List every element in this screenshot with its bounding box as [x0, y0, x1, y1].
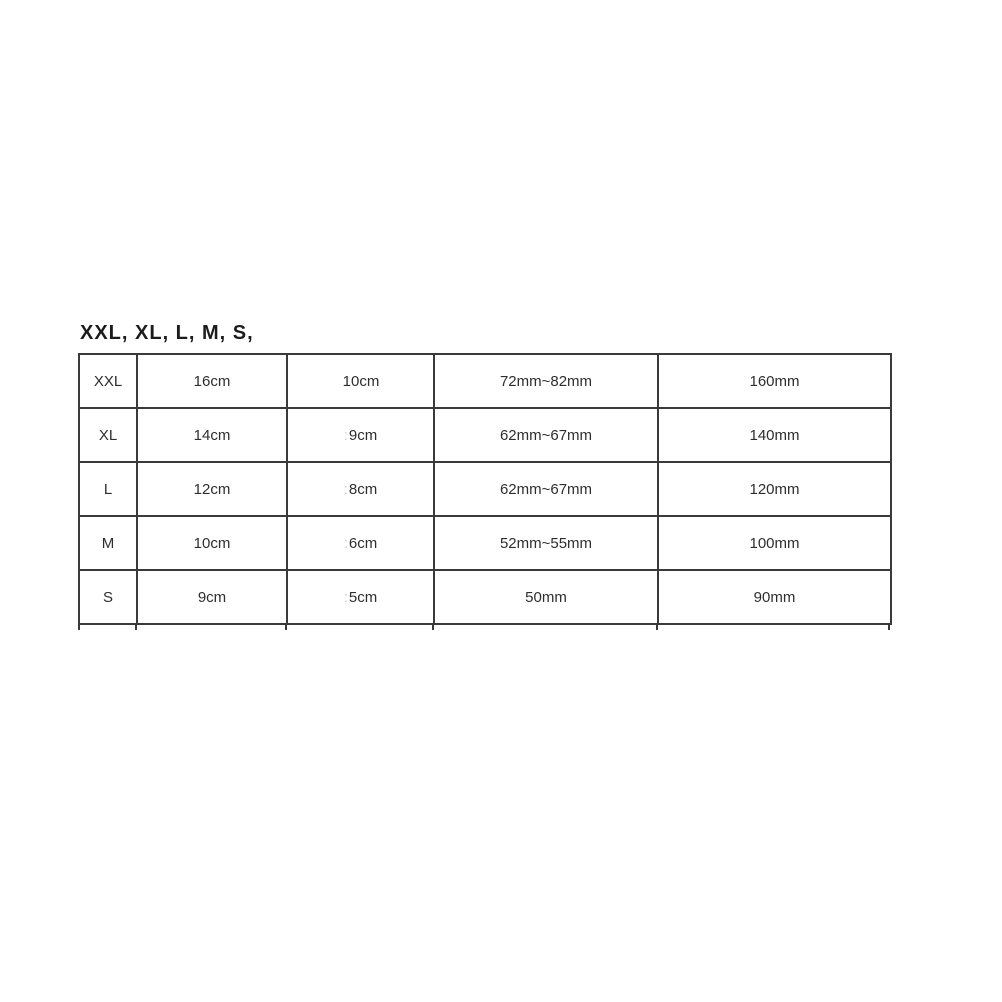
- size-label-cell: S: [79, 570, 137, 624]
- size-label-cell: XXL: [79, 354, 137, 408]
- table-cell: 50mm: [434, 570, 658, 624]
- border-stub: [432, 624, 434, 630]
- cell-value: 6cm: [348, 534, 378, 552]
- cutoff-row-stubs: [78, 625, 890, 631]
- table-cell: 12cm: [137, 462, 287, 516]
- table-cell: 72mm~82mm: [434, 354, 658, 408]
- table-row: [79, 516, 891, 570]
- border-stub: [656, 624, 658, 630]
- table-cell: 10cm: [137, 516, 287, 570]
- size-label-cell: XL: [79, 408, 137, 462]
- border-stub: [78, 624, 80, 630]
- table-row: [79, 462, 891, 516]
- table-cell: [287, 462, 434, 516]
- border-stub: [135, 624, 137, 630]
- table-cell: 120mm: [658, 462, 891, 516]
- size-label-cell: L: [79, 462, 137, 516]
- table-cell: 62mm~67mm: [434, 462, 658, 516]
- table-cell: 140mm: [658, 408, 891, 462]
- table-cell: [287, 408, 434, 462]
- table-cell: 100mm: [658, 516, 891, 570]
- faint-colon: :: [343, 426, 348, 444]
- table-cell: [287, 570, 434, 624]
- page-title: XXL, XL, L, M, S,: [80, 322, 254, 344]
- table-cell: 9cm: [137, 570, 287, 624]
- table-row: [79, 570, 891, 624]
- faint-colon: :: [343, 480, 348, 498]
- cell-value: 8cm: [348, 480, 378, 498]
- cell-value: 10cm: [342, 372, 380, 390]
- table-cell: 52mm~55mm: [434, 516, 658, 570]
- table-row: [79, 408, 891, 462]
- size-label-cell: M: [79, 516, 137, 570]
- table-cell: [287, 516, 434, 570]
- table-row: [79, 354, 891, 408]
- table-cell: 14cm: [137, 408, 287, 462]
- faint-colon: :: [343, 588, 348, 606]
- size-chart-table: [78, 353, 892, 625]
- cell-value: 9cm: [348, 426, 378, 444]
- table-cell: [287, 354, 434, 408]
- table-cell: 62mm~67mm: [434, 408, 658, 462]
- size-chart: [78, 353, 892, 625]
- faint-colon: :: [343, 534, 348, 552]
- border-stub: [285, 624, 287, 630]
- table-cell: 16cm: [137, 354, 287, 408]
- cell-value: 5cm: [348, 588, 378, 606]
- table-cell: 90mm: [658, 570, 891, 624]
- table-cell: 160mm: [658, 354, 891, 408]
- border-stub: [888, 624, 890, 630]
